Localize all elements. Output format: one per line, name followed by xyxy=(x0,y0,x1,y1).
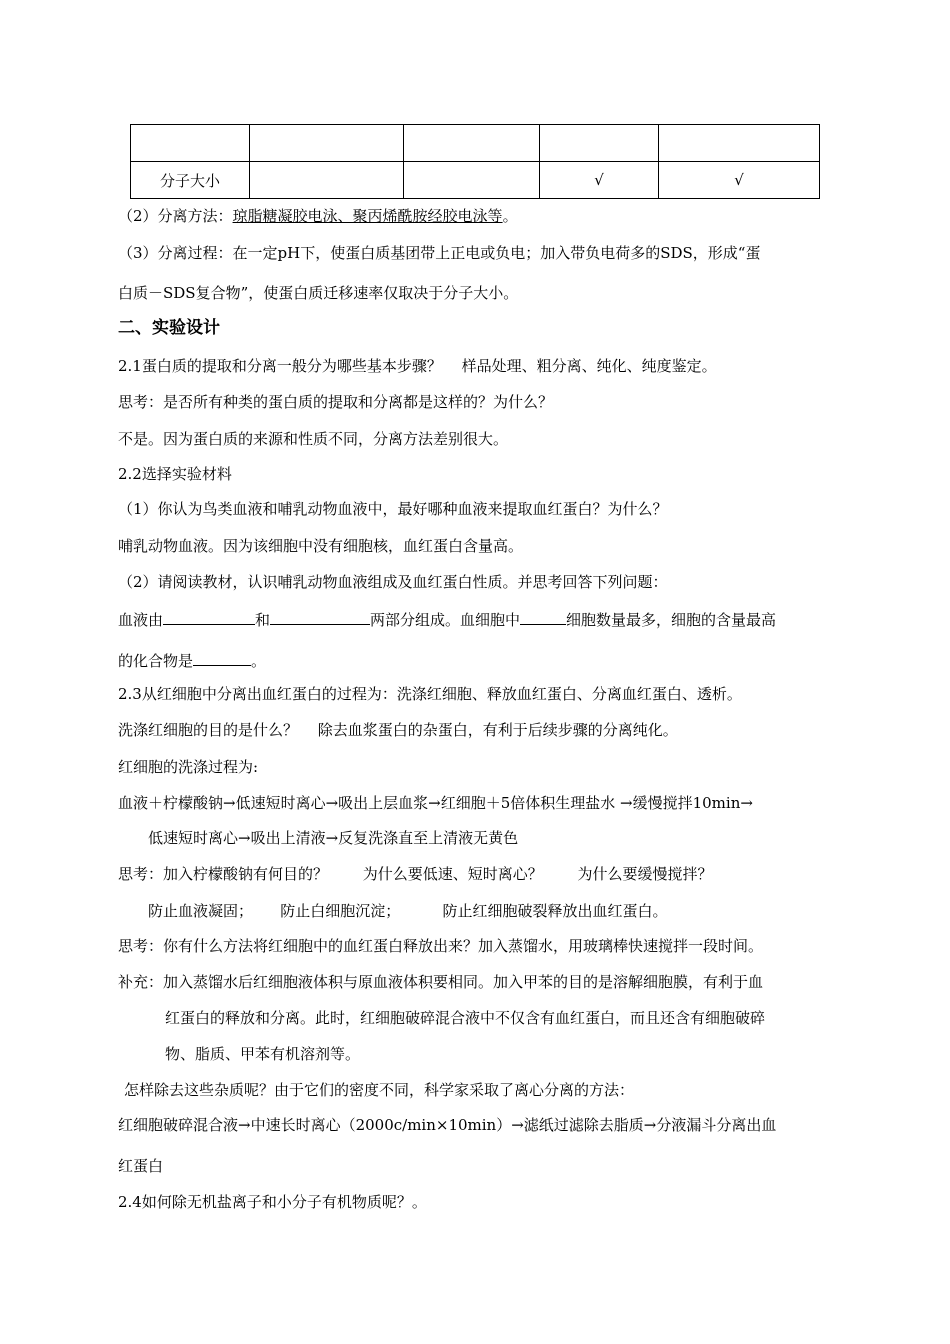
table-cell xyxy=(404,162,540,199)
paragraph-line: 不是。因为蛋白质的来源和性质不同，分离方法差别很大。 xyxy=(118,430,509,448)
paragraph-line: 洗涤红细胞的目的是什么？ 除去血浆蛋白的杂蛋白，有利于后续步骤的分离纯化。 xyxy=(118,721,678,739)
paragraph-line: 血液＋柠檬酸钠→低速短时离心→吸出上层血浆→红细胞＋5倍体积生理盐水 →缓慢搅拌10min→ xyxy=(118,794,753,812)
check-cell: √ xyxy=(540,162,659,199)
section-heading: 二、实验设计 xyxy=(118,318,220,338)
paragraph-line: 红蛋白 xyxy=(118,1157,164,1175)
paragraph-line: 防止血液凝固； 防止白细胞沉淀； 防止红细胞破裂释放出血红蛋白。 xyxy=(148,902,668,920)
table-cell xyxy=(659,125,820,162)
answer-blank xyxy=(163,608,255,625)
paragraph-line: 怎样除去这些杂质呢？由于它们的密度不同，科学家采取了离心分离的方法： xyxy=(124,1081,635,1099)
answer-blank xyxy=(270,608,370,625)
table-row xyxy=(131,125,820,162)
paragraph-line: 红细胞破碎混合液→中速长时离心（2000c/min×10min）→滤纸过滤除去脂质→分液漏斗分离出血 xyxy=(118,1116,777,1134)
paragraph-line: （1）你认为鸟类血液和哺乳动物血液中，最好哪种血液来提取血红蛋白？为什么？ xyxy=(118,500,668,518)
paragraph-line: 思考：你有什么方法将红细胞中的血红蛋白释放出来？加入蒸馏水，用玻璃棒快速搅拌一段时间。 xyxy=(118,937,764,955)
paragraph-line: 物、脂质、甲苯有机溶剂等。 xyxy=(165,1045,361,1063)
separation-method-line xyxy=(118,206,518,226)
table-cell xyxy=(250,162,404,199)
row-label-cell: 分子大小 xyxy=(131,162,250,199)
paragraph-line: 红细胞的洗涤过程为: xyxy=(118,758,259,776)
paragraph-line: 思考：加入柠檬酸钠有何目的？ 为什么要低速、短时离心？ 为什么要缓慢搅拌？ xyxy=(118,865,713,883)
text: 的化合物是 xyxy=(118,652,194,670)
check-cell: √ xyxy=(659,162,820,199)
answer-blank xyxy=(520,608,566,625)
table-row xyxy=(131,162,820,199)
paragraph-line: （2）请阅读教材，认识哺乳动物血液组成及血红蛋白性质。并思考回答下列问题： xyxy=(118,573,668,591)
property-table xyxy=(130,124,820,199)
text: （2）分离方法： xyxy=(118,207,233,225)
fill-in-line xyxy=(118,608,776,630)
table-cell xyxy=(131,125,250,162)
paragraph-line: （3）分离过程：在一定pH下，使蛋白质基团带上正电或负电；加入带负电荷多的SDS，形成“蛋 xyxy=(118,244,761,262)
text: 和 xyxy=(255,611,271,629)
paragraph-line: 哺乳动物血液。因为该细胞中没有细胞核，血红蛋白含量高。 xyxy=(118,537,524,555)
paragraph-line: 思考：是否所有种类的蛋白质的提取和分离都是这样的？为什么？ xyxy=(118,393,554,411)
fill-in-line xyxy=(118,649,266,671)
underlined-text: 琼脂糖凝胶电泳、聚丙烯酰胺经胶电泳等 xyxy=(232,207,503,225)
text: 。 xyxy=(251,652,267,670)
paragraph-line: 2.4如何除无机盐离子和小分子有机物质呢？。 xyxy=(118,1193,427,1211)
paragraph-line: 补充：加入蒸馏水后红细胞液体积与原血液体积要相同。加入甲苯的目的是溶解细胞膜，有利于血 xyxy=(118,973,764,991)
paragraph-line: 白质－SDS复合物”，使蛋白质迁移速率仅取决于分子大小。 xyxy=(118,284,519,302)
paragraph-line: 2.3从红细胞中分离出血红蛋白的过程为：洗涤红细胞、释放血红蛋白、分离血红蛋白、透析。 xyxy=(118,685,742,703)
text: 血液由 xyxy=(118,611,164,629)
answer-blank xyxy=(193,649,251,666)
table-cell xyxy=(540,125,659,162)
text: 细胞数量最多，细胞的含量最高 xyxy=(566,611,777,629)
paragraph-line: 红蛋白的释放和分离。此时，红细胞破碎混合液中不仅含有血红蛋白，而且还含有细胞破碎 xyxy=(165,1009,766,1027)
table-cell xyxy=(250,125,404,162)
table-cell xyxy=(404,125,540,162)
text: 。 xyxy=(502,207,518,225)
paragraph-line: 2.2选择实验材料 xyxy=(118,465,232,483)
paragraph-line: 2.1蛋白质的提取和分离一般分为哪些基本步骤？ 样品处理、粗分离、纯化、纯度鉴定。 xyxy=(118,357,717,375)
paragraph-line: 低速短时离心→吸出上清液→反复洗涤直至上清液无黄色 xyxy=(148,829,519,847)
text: 两部分组成。血细胞中 xyxy=(370,611,521,629)
